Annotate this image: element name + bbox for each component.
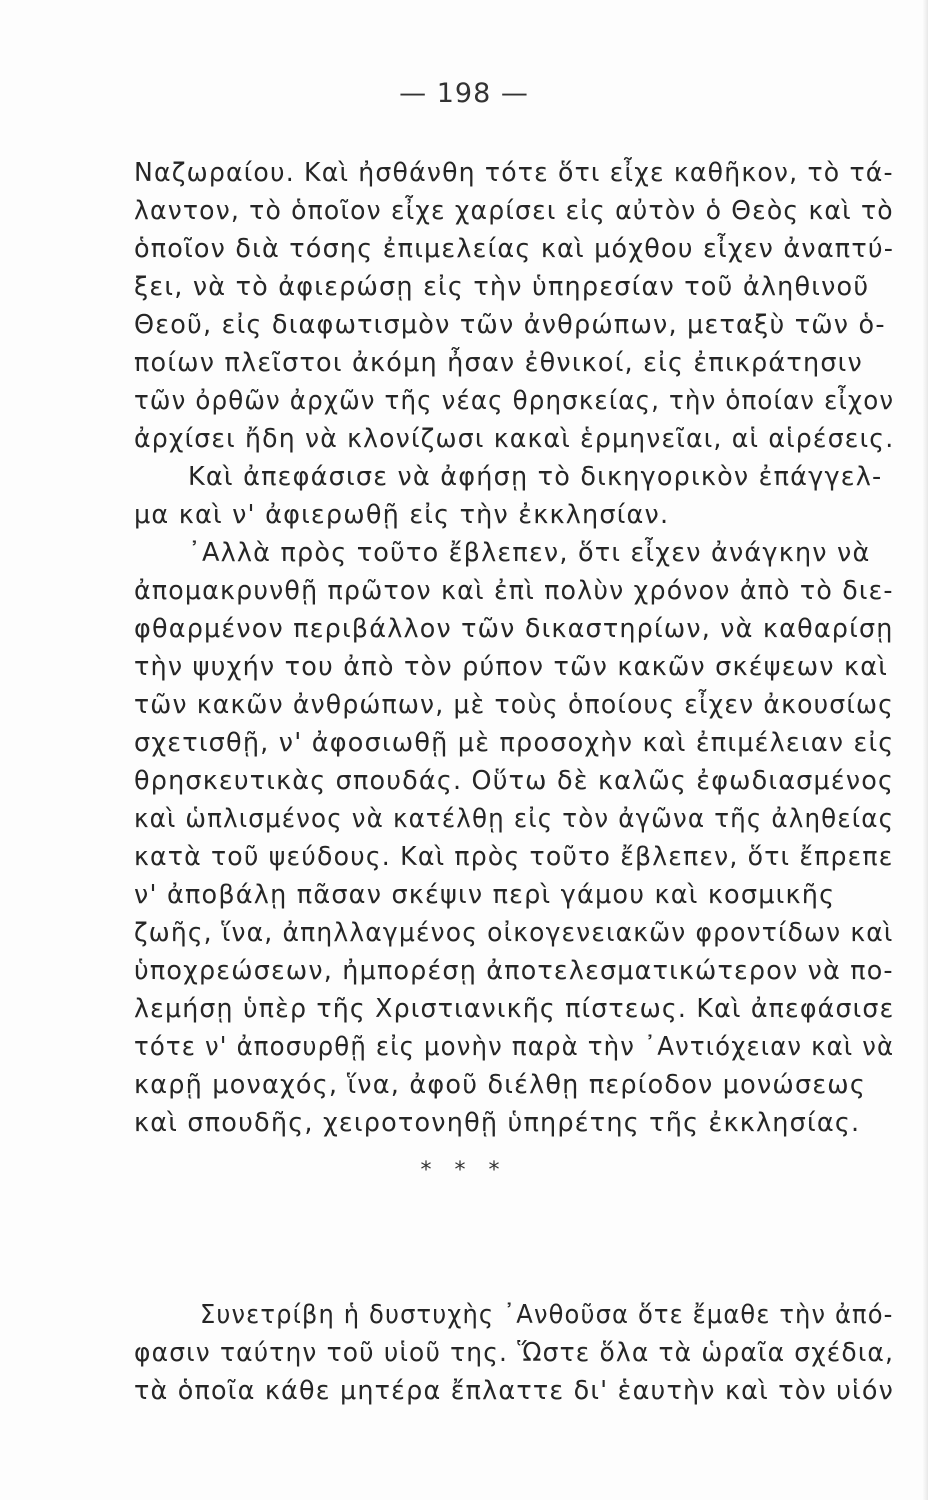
text-line: μα καὶ ν' ἀφιερωθῇ εἰς τὴν ἐκκλησίαν. [134,500,670,530]
text-line: φθαρμένον περιβάλλον τῶν δικαστηρίων, νὰ καθαρίσῃ [134,614,894,644]
text-line: τὰ ὁποῖα κάθε μητέρα ἔπλαττε δι' ἑαυτὴν καὶ τὸν υἱόν [134,1376,895,1406]
text-line: κατὰ τοῦ ψεύδους. Καὶ πρὸς τοῦτο ἔβλεπεν, ὅτι ἔπρεπε [134,842,894,872]
text-line: Ναζωραίου. Καὶ ἠσθάνθη τότε ὅτι εἶχε καθῆκον, τὸ τά- [134,158,894,188]
text-line: Θεοῦ, εἰς διαφωτισμὸν τῶν ἀνθρώπων, μεταξὺ τῶν ὁ- [134,310,886,340]
text-line: ἀρχίσει ἤδη νὰ κλονίζωσι κακαὶ ἑρμηνεῖαι, αἱ αἱρέσεις. [134,424,895,454]
text-line: ποίων πλεῖστοι ἀκόμη ἦσαν ἐθνικοί, εἰς ἐπικράτησιν [134,348,863,378]
text-line: ζωῆς, ἵνα, ἀπηλλαγμένος οἰκογενειακῶν φροντίδων καὶ [134,918,894,948]
text-line: ᾿Αλλὰ πρὸς τοῦτο ἔβλεπεν, ὅτι εἶχεν ἀνάγκην νὰ [188,538,871,568]
text-line: ξει, νὰ τὸ ἀφιερώσῃ εἰς τὴν ὑπηρεσίαν τοῦ ἀληθινοῦ [134,272,870,302]
section-break-ornament: * * * [420,1158,508,1183]
page-number: — 198 — [399,78,529,109]
text-line: τῶν ὀρθῶν ἀρχῶν τῆς νέας θρησκείας, τὴν ὁποίαν εἶχον [134,386,895,416]
text-line: λαντον, τὸ ὁποῖον εἶχε χαρίσει εἰς αὐτὸν ὁ Θεὸς καὶ τὸ [134,196,894,226]
scan-edge-shadow [922,0,928,1500]
text-line: θρησκευτικὰς σπουδάς. Οὕτω δὲ καλῶς ἐφωδιασμένος [134,766,895,796]
text-line: ὁποῖον διὰ τόσης ἐπιμελείας καὶ μόχθου εἶχεν ἀναπτύ- [134,234,895,264]
text-line: ὑποχρεώσεων, ἠμπορέσῃ ἀποτελεσματικώτερον νὰ πο- [134,956,894,986]
text-line: καὶ ὡπλισμένος νὰ κατέλθῃ εἰς τὸν ἀγῶνα τῆς ἀληθείας [134,804,895,834]
text-line: λεμήσῃ ὑπὲρ τῆς Χριστιανικῆς πίστεως. Καὶ ἀπεφάσισε [134,994,895,1024]
text-line: σχετισθῇ, ν' ἀφοσιωθῇ μὲ προσοχὴν καὶ ἐπιμέλειαν εἰς [134,728,895,758]
text-line: ἀπομακρυνθῇ πρῶτον καὶ ἐπὶ πολὺν χρόνον ἀπὸ τὸ διε- [134,576,894,606]
text-line: τὴν ψυχήν του ἀπὸ τὸν ρύπον τῶν κακῶν σκέψεων καὶ [134,652,889,682]
text-line: τῶν κακῶν ἀνθρώπων, μὲ τοὺς ὁποίους εἶχεν ἀκουσίως [134,690,895,720]
text-line: φασιν ταύτην τοῦ υἱοῦ της. Ὥστε ὅλα τὰ ὡραῖα σχέδια, [134,1338,895,1368]
text-line: ν' ἀποβάλῃ πᾶσαν σκέψιν περὶ γάμου καὶ κοσμικῆς [134,880,836,910]
text-line: καρῇ μοναχός, ἵνα, ἀφοῦ διέλθῃ περίοδον μονώσεως [134,1070,867,1100]
text-line: καὶ σπουδῆς, χειροτονηθῇ ὑπηρέτης τῆς ἐκκλησίας. [134,1108,861,1138]
text-line: Συνετρίβη ἡ δυστυχὴς ᾿Ανθοῦσα ὅτε ἔμαθε τὴν ἀπό- [200,1300,894,1330]
text-line: τότε ν' ἀποσυρθῇ εἰς μονὴν παρὰ τὴν ᾿Αντιόχειαν καὶ νὰ [134,1032,895,1062]
text-line: Καὶ ἀπεφάσισε νὰ ἀφήσῃ τὸ δικηγορικὸν ἐπάγγελ- [188,462,883,492]
